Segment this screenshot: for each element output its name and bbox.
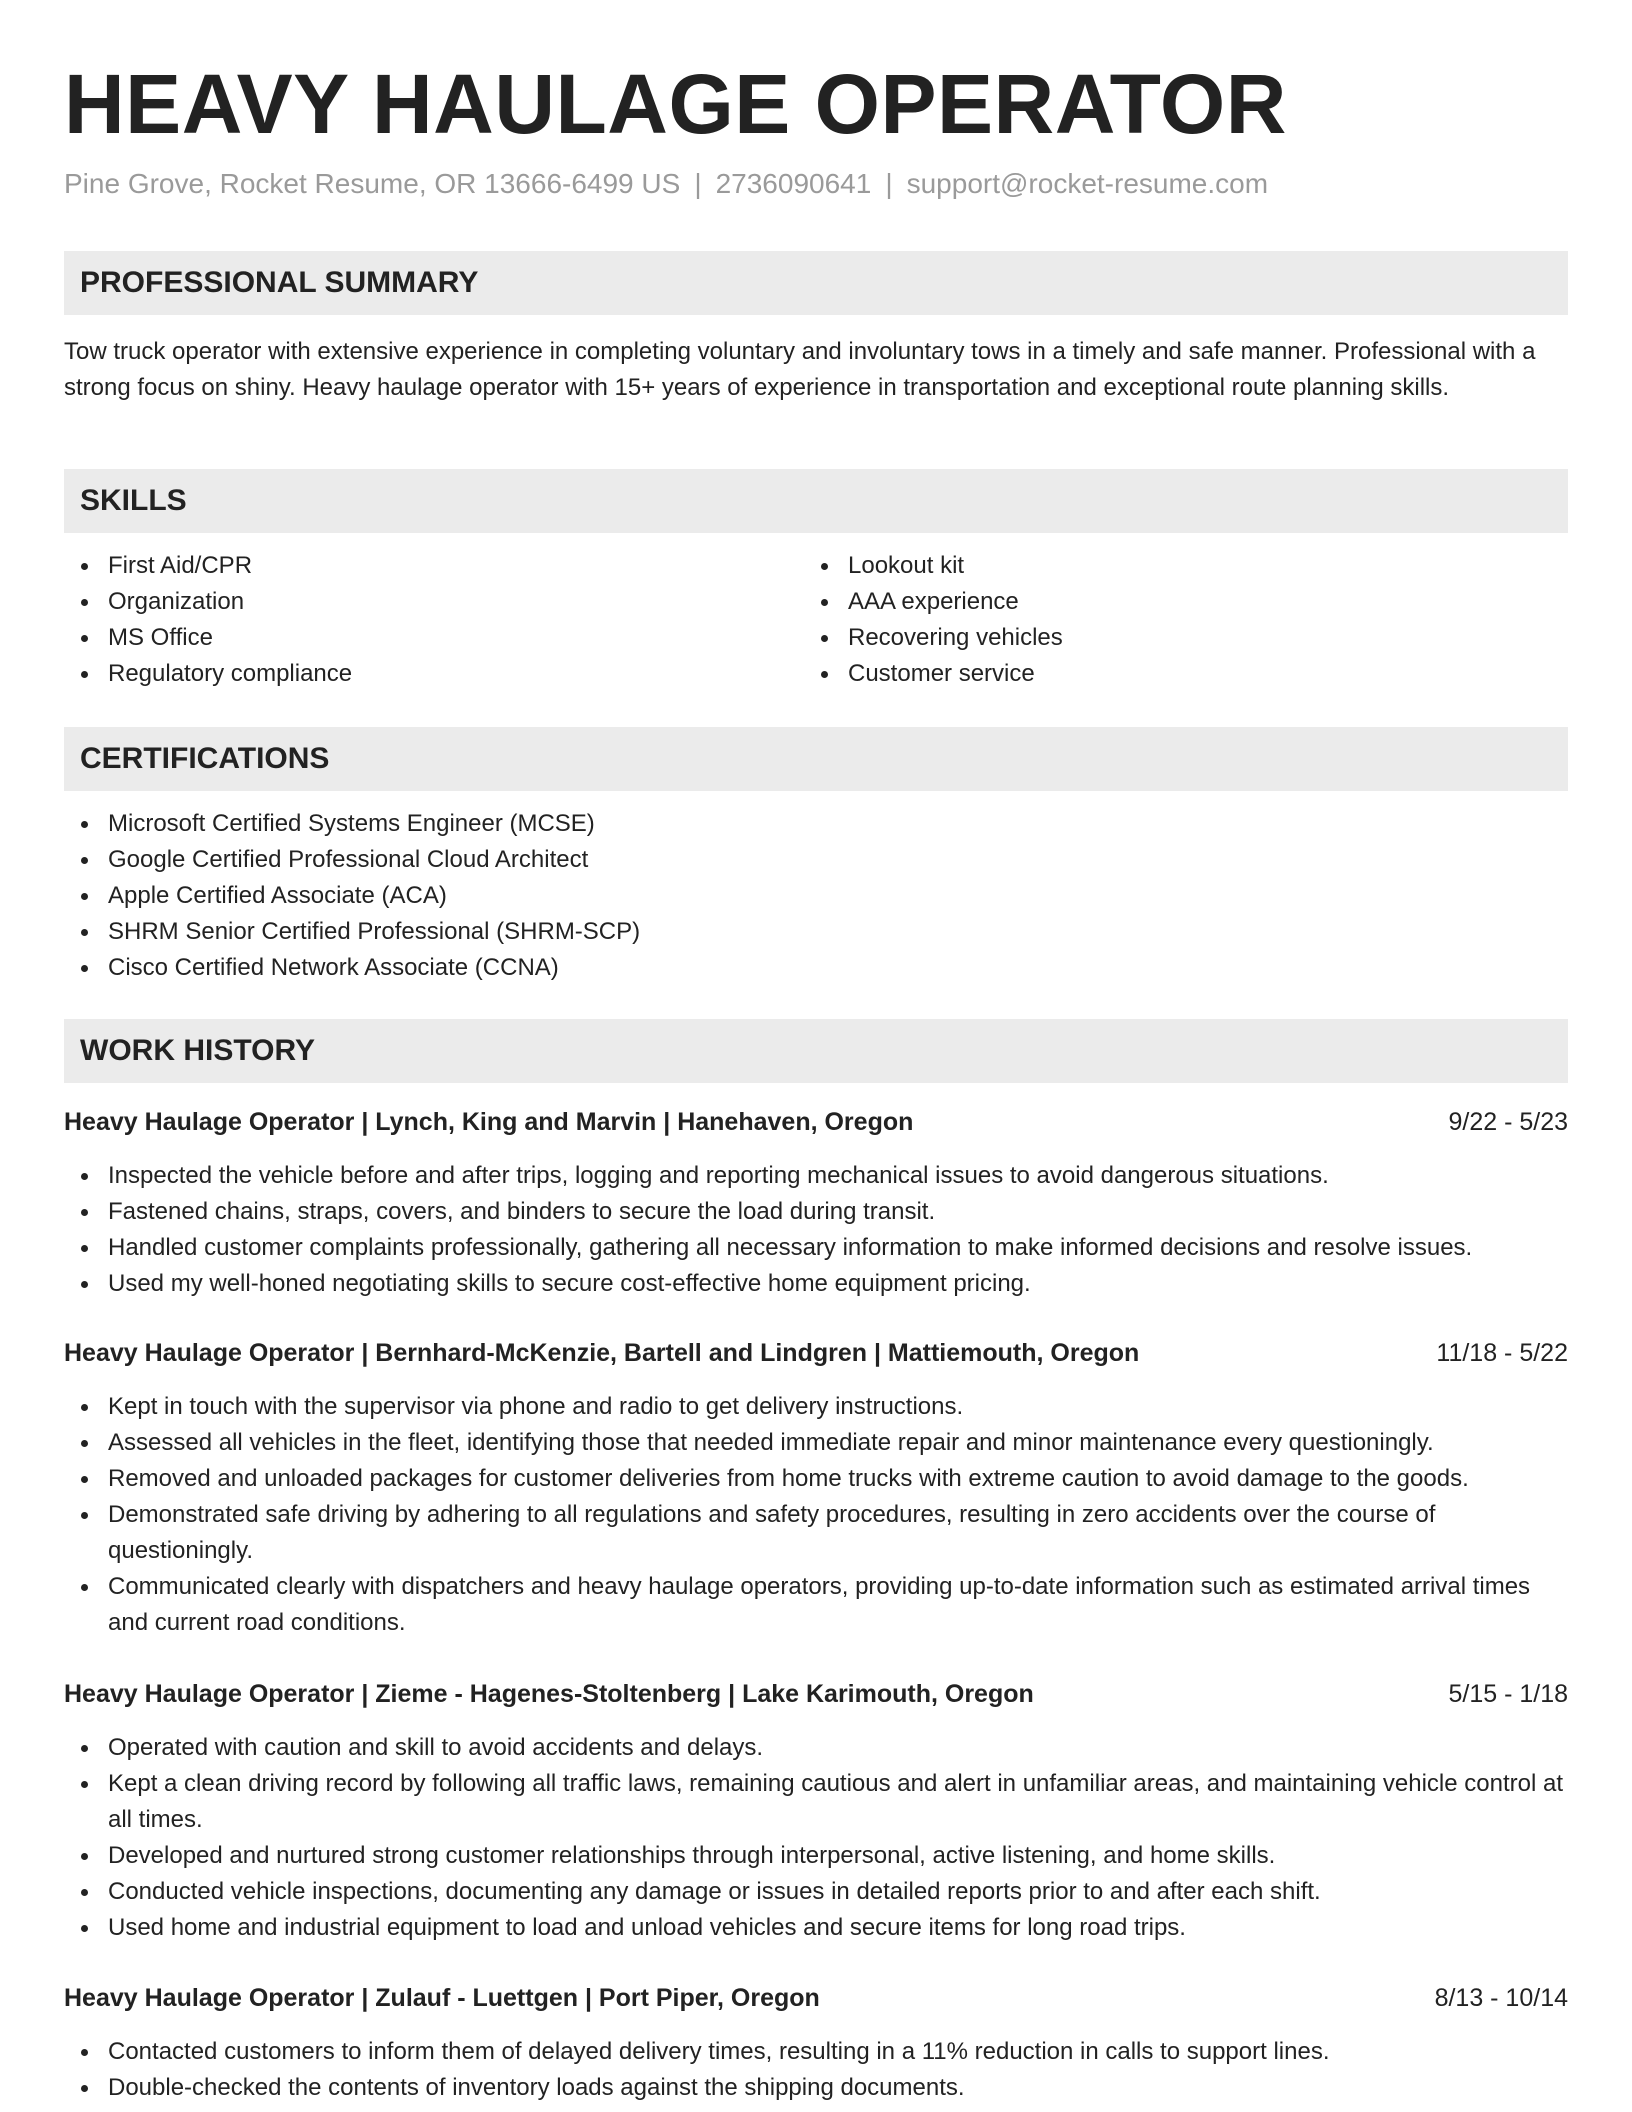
bullet-icon — [81, 599, 88, 606]
bullet-icon — [821, 563, 828, 570]
job-bullet — [64, 1766, 1568, 1838]
bullet-icon — [81, 929, 88, 936]
job-bullet-text: Fastened chains, straps, covers, and binders to secure the load during transit. — [108, 1198, 936, 1225]
bullet-icon — [81, 1245, 88, 1252]
bullet-icon — [81, 1889, 88, 1896]
contact-line — [64, 166, 1268, 202]
skill-item — [64, 548, 764, 584]
job-bullet-text: Demonstrated safe driving by adhering to all regulations and safety procedures, resulting in zero accidents over the course of questioningly. — [108, 1501, 1436, 1564]
bullet-icon — [81, 1281, 88, 1288]
certification-text: Google Certified Professional Cloud Architect — [108, 846, 589, 873]
job-bullet-text: Kept in touch with the supervisor via phone and radio to get delivery instructions. — [108, 1393, 964, 1420]
job-bullet — [64, 1874, 1568, 1910]
job-dates: 9/22 - 5/23 — [1448, 1108, 1568, 1136]
contact-separator: | — [694, 168, 702, 199]
job-bullets — [64, 1158, 1568, 1302]
job-bullet — [64, 1425, 1568, 1461]
bullet-icon — [81, 1173, 88, 1180]
certifications-list — [64, 806, 1568, 986]
bullet-icon — [81, 1745, 88, 1752]
job-bullet — [64, 1158, 1568, 1194]
certification-item — [64, 806, 1568, 842]
job-header — [64, 1676, 1568, 1712]
bullet-icon — [81, 1476, 88, 1483]
job-bullet-text: Operated with caution and skill to avoid accidents and delays. — [108, 1734, 764, 1761]
contact-email: support@rocket-resume.com — [906, 168, 1269, 199]
job-title: Heavy Haulage Operator | Bernhard-McKenzie, Bartell and Lindgren | Mattiemouth, Oregon — [64, 1339, 1140, 1367]
bullet-icon — [81, 821, 88, 828]
job-bullets — [64, 1389, 1568, 1641]
job-bullet-text: Double-checked the contents of inventory loads against the shipping documents. — [108, 2074, 965, 2101]
job-bullet — [64, 2070, 1568, 2106]
job-bullet — [64, 1194, 1568, 1230]
bullet-icon — [81, 1512, 88, 1519]
job-bullet — [64, 1461, 1568, 1497]
bullet-icon — [81, 563, 88, 570]
skill-item — [64, 584, 764, 620]
job-bullet-text: Used home and industrial equipment to load and unload vehicles and secure items for long road trips. — [108, 1914, 1186, 1941]
bullet-icon — [81, 1853, 88, 1860]
skills-list-left — [64, 548, 764, 692]
skill-text: MS Office — [108, 624, 213, 651]
job-bullets — [64, 1730, 1568, 1946]
job-bullet — [64, 1266, 1568, 1302]
certifications-heading: CERTIFICATIONS — [80, 742, 330, 775]
certification-item — [64, 914, 1568, 950]
contact-phone: 2736090641 — [715, 168, 872, 199]
job-bullet-text: Kept a clean driving record by following all traffic laws, remaining cautious and alert in unfamiliar areas, and maintaining vehicle control at all times. — [108, 1770, 1563, 1833]
skills-section-header — [64, 469, 1568, 533]
summary-section-header — [64, 251, 1568, 315]
bullet-icon — [81, 893, 88, 900]
bullet-icon — [81, 635, 88, 642]
certification-item — [64, 950, 1568, 986]
bullet-icon — [821, 599, 828, 606]
bullet-icon — [81, 1440, 88, 1447]
bullet-icon — [81, 1584, 88, 1591]
job-bullet-text: Communicated clearly with dispatchers and heavy haulage operators, providing up-to-date information such as estimated arrival times and current road conditions. — [108, 1573, 1531, 1636]
summary-text: Tow truck operator with extensive experience in completing voluntary and involuntary tows in a timely and safe manner. Professional with a strong focus on shiny. Heavy haulage operator with 15+ years of experience in transportation and exceptional route planning skills. — [64, 338, 1536, 401]
skill-text: Recovering vehicles — [848, 624, 1063, 651]
resume-name: HEAVY HAULAGE OPERATOR — [64, 57, 1287, 151]
certification-text: SHRM Senior Certified Professional (SHRM-SCP) — [108, 918, 641, 945]
job-title: Heavy Haulage Operator | Zulauf - Luettgen | Port Piper, Oregon — [64, 1984, 820, 2012]
job-dates: 8/13 - 10/14 — [1434, 1984, 1568, 2012]
bullet-icon — [81, 671, 88, 678]
job-dates: 11/18 - 5/22 — [1436, 1339, 1568, 1367]
certification-item — [64, 878, 1568, 914]
skill-item — [64, 656, 764, 692]
job-bullet-text: Assessed all vehicles in the fleet, identifying those that needed immediate repair and minor maintenance every questioningly. — [108, 1429, 1434, 1456]
job-bullet — [64, 1569, 1568, 1641]
skill-item — [804, 584, 1504, 620]
bullet-icon — [81, 2049, 88, 2056]
skill-text: Lookout kit — [848, 552, 965, 579]
certification-item — [64, 842, 1568, 878]
job-bullet — [64, 1230, 1568, 1266]
certification-text: Apple Certified Associate (ACA) — [108, 882, 447, 909]
job-bullet-text: Developed and nurtured strong customer relationships through interpersonal, active listening, and home skills. — [108, 1842, 1276, 1869]
skill-text: Regulatory compliance — [108, 660, 353, 687]
work-history-section-header — [64, 1019, 1568, 1083]
bullet-icon — [81, 1404, 88, 1411]
certification-text: Cisco Certified Network Associate (CCNA) — [108, 954, 559, 981]
certification-text: Microsoft Certified Systems Engineer (MCSE) — [108, 810, 595, 837]
job-bullet-text: Removed and unloaded packages for customer deliveries from home trucks with extreme caution to avoid damage to the goods. — [108, 1465, 1469, 1492]
job-bullet-text: Conducted vehicle inspections, documenting any damage or issues in detailed reports prior to and after each shift. — [108, 1878, 1321, 1905]
skill-item — [804, 620, 1504, 656]
skill-text: Organization — [108, 588, 245, 615]
job-header — [64, 1335, 1568, 1371]
skill-text: First Aid/CPR — [108, 552, 253, 579]
job-bullet — [64, 2034, 1568, 2070]
job-bullet-text: Handled customer complaints professionally, gathering all necessary information to make informed decisions and resolve issues. — [108, 1234, 1473, 1261]
job-bullet-text: Inspected the vehicle before and after trips, logging and reporting mechanical issues to avoid dangerous situations. — [108, 1162, 1329, 1189]
job-bullet-text: Contacted customers to inform them of delayed delivery times, resulting in a 11% reduction in calls to support lines. — [108, 2038, 1330, 2065]
skill-item — [804, 656, 1504, 692]
job-bullet — [64, 1910, 1568, 1946]
job-bullet — [64, 1497, 1568, 1569]
job-header — [64, 1104, 1568, 1140]
job-bullet — [64, 1389, 1568, 1425]
skill-text: Customer service — [848, 660, 1035, 687]
skills-list-right — [804, 548, 1504, 692]
bullet-icon — [81, 1925, 88, 1932]
skill-text: AAA experience — [848, 588, 1019, 615]
bullet-icon — [81, 1781, 88, 1788]
bullet-icon — [821, 635, 828, 642]
work-history-heading: WORK HISTORY — [80, 1034, 316, 1067]
bullet-icon — [81, 2085, 88, 2092]
job-bullets — [64, 2034, 1568, 2106]
skill-item — [64, 620, 764, 656]
bullet-icon — [81, 965, 88, 972]
job-header — [64, 1980, 1568, 2016]
contact-separator: | — [885, 168, 893, 199]
bullet-icon — [821, 671, 828, 678]
bullet-icon — [81, 857, 88, 864]
job-bullet-text: Used my well-honed negotiating skills to secure cost-effective home equipment pricing. — [108, 1270, 1031, 1297]
skill-item — [804, 548, 1504, 584]
job-dates: 5/15 - 1/18 — [1448, 1680, 1568, 1708]
bullet-icon — [81, 1209, 88, 1216]
job-bullet — [64, 1730, 1568, 1766]
skills-heading: SKILLS — [80, 484, 187, 517]
job-title: Heavy Haulage Operator | Zieme - Hagenes-Stoltenberg | Lake Karimouth, Oregon — [64, 1680, 1034, 1708]
certifications-section-header — [64, 727, 1568, 791]
contact-address: Pine Grove, Rocket Resume, OR 13666-6499 US — [64, 168, 681, 199]
summary-heading: PROFESSIONAL SUMMARY — [80, 266, 479, 299]
job-bullet — [64, 1838, 1568, 1874]
job-title: Heavy Haulage Operator | Lynch, King and Marvin | Hanehaven, Oregon — [64, 1108, 914, 1136]
